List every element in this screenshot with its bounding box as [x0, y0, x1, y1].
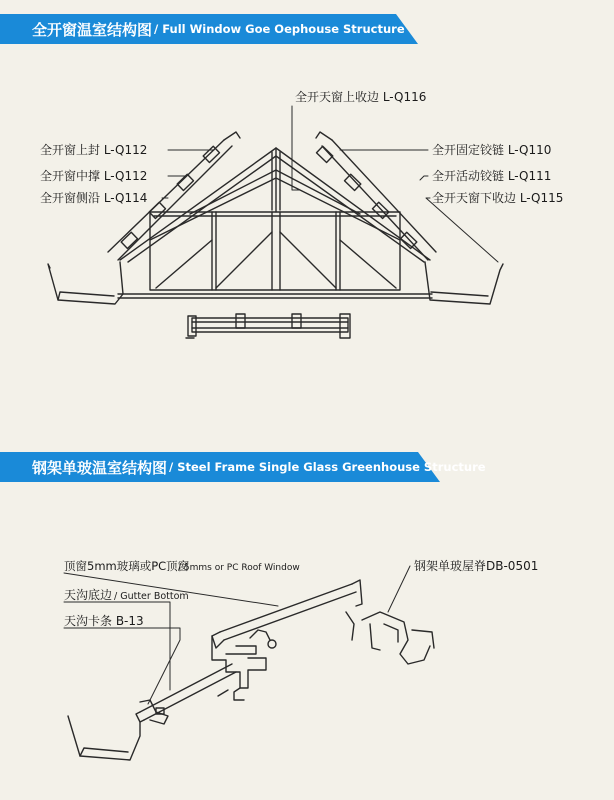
label-gutter-bottom: 天沟底边 [64, 588, 113, 602]
label-roof-window-en: / 5mms or PC Roof Window [178, 563, 300, 573]
section1-title-cn: 全开窗温室结构图 [32, 20, 153, 39]
label-fixed-hinge: 全开固定铰链 L-Q110 [432, 143, 552, 157]
section2-title-cn: 钢架单玻温室结构图 [32, 458, 168, 477]
label-ridge: 钢架单玻屋脊DB-0501 [414, 559, 539, 573]
label-bottom-edge: 全开天窗下收边 L-Q115 [432, 191, 564, 205]
label-gutter-bottom-en: / Gutter Bottom [114, 591, 189, 602]
label-top-edge: 全开天窗上收边 L-Q116 [295, 90, 427, 104]
section2-title-en: / Steel Frame Single Glass Greenhouse Structure [169, 460, 486, 474]
section1-title-en: / Full Window Goe Oephouse Structure [154, 22, 405, 36]
full-window-dormer-drawing [48, 132, 503, 338]
label-active-hinge: 全开活动铰链 L-Q111 [432, 169, 552, 183]
label-mid-brace: 全开窗中撑 L-Q112 [40, 169, 148, 183]
steel-frame-drawing [68, 580, 434, 760]
label-roof-window: 顶窗5mm玻璃或PC顶窗 [64, 559, 190, 573]
label-side-edge: 全开窗侧沿 L-Q114 [40, 191, 148, 205]
label-upper-seal: 全开窗上封 L-Q112 [40, 143, 148, 157]
label-gutter-clip: 天沟卡条 B-13 [64, 614, 144, 628]
